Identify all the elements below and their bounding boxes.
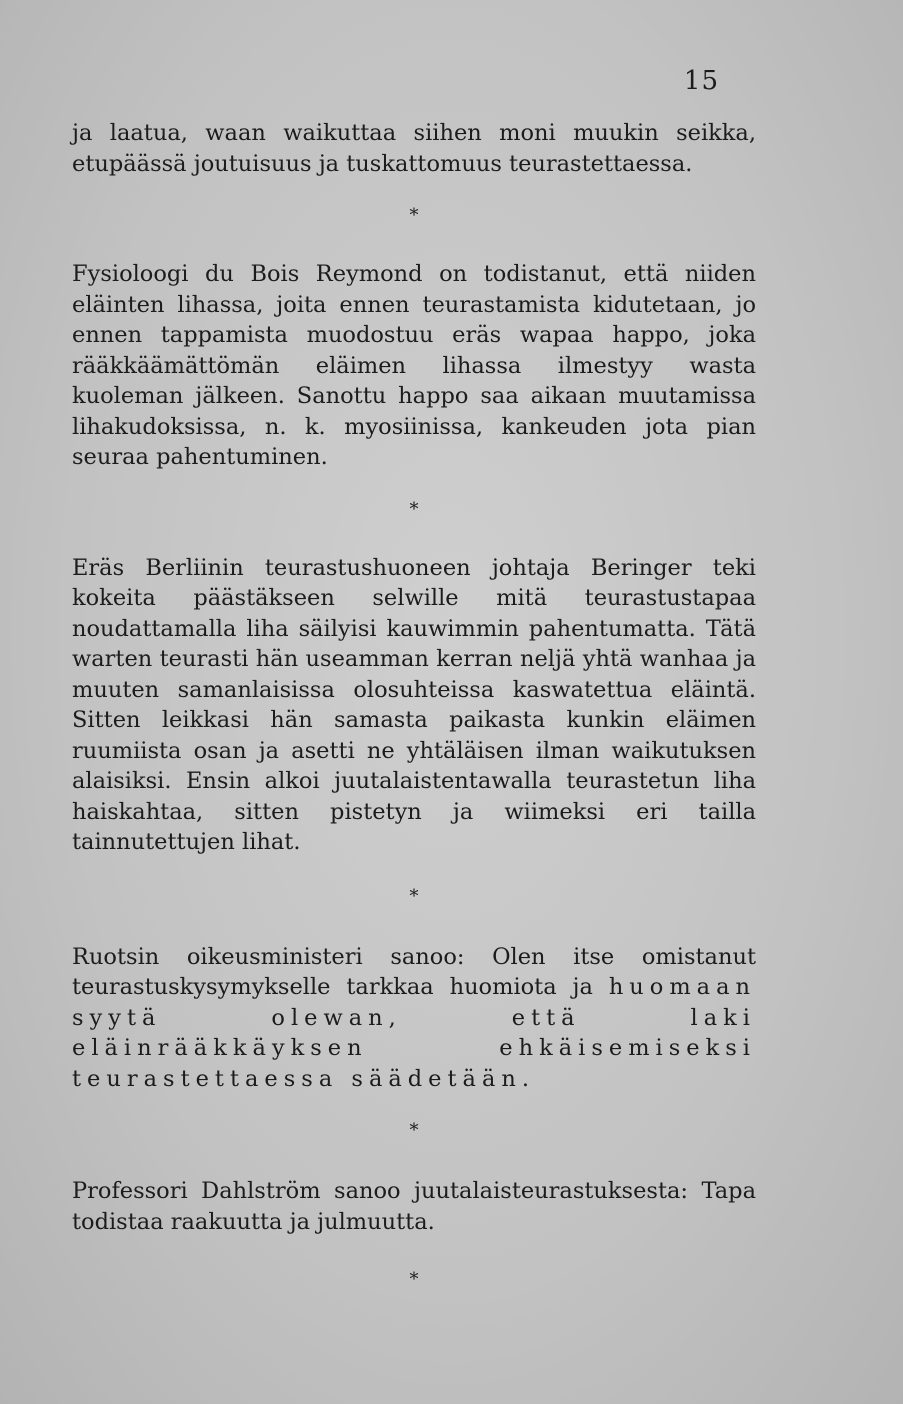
minister-quote-emphasis: huomaan syytä olewan, että laki eläinrääkkäyksen ehkäisemiseksi teurastettaessa säädetään.: [72, 974, 756, 1092]
page-body: [72, 118, 756, 1289]
paragraph-dahlstrom: Professori Dahlström sanoo juutalaisteurastuksesta: Tapa todistaa raakuutta ja julmuutta.: [72, 1178, 756, 1235]
paragraph-fysiologist: Fysioloogi du Bois Reymond on todistanut, että niiden eläinten lihassa, joita ennen teurastamista kidutetaan, jo ennen tappamista muodostuu eräs wapaa happo, joka rääkkäämättömän eläimen lihassa ilmestyy wasta kuoleman jälkeen. Sanottu happo saa aikaan muutamissa lihakudoksissa, n. k. myosiinissa, kankeuden jota pian seuraa pahentuminen.: [72, 261, 756, 470]
section-separator: *: [409, 1120, 419, 1141]
section-separator: *: [409, 885, 419, 907]
section-separator: *: [409, 205, 419, 226]
paragraph-swedish-minister: [72, 942, 756, 1095]
minister-quote-text: Ruotsin oikeusministeri sanoo: Olen itse omistanut teurastuskysymykselle tarkkaa huomiota ja: [72, 943, 756, 1000]
section-separator: *: [409, 1269, 419, 1290]
paragraph-continuation: ja laatua, waan waikuttaa siihen moni muukin seikka, etupäässä joutuisuus ja tuskattomuus teurastettaessa.: [72, 120, 756, 177]
page-number: 15: [683, 66, 719, 96]
paragraph-berlin-experiment: Eräs Berliinin teurastushuoneen johtaja Beringer teki kokeita päästäkseen selwille mitä teurastustapaa noudattamalla liha säilyisi kauwimmin pahentumatta. Tätä warten teurasti hän useamman kerran neljä yhtä wanhaa ja muuten samanlaisissa olosuhteissa kaswatettua eläintä. Sitten leikkasi hän samasta paikasta kunkin eläimen ruumiista osan ja asetti ne yhtäläisen ilman waikutuksen alaisiksi. Ensin alkoi juutalaistentawalla teurastetun liha haiskahtaa, sitten pistetyn ja wiimeksi eri tailla tainnutettujen lihat.: [72, 554, 756, 855]
section-separator: *: [409, 498, 419, 520]
